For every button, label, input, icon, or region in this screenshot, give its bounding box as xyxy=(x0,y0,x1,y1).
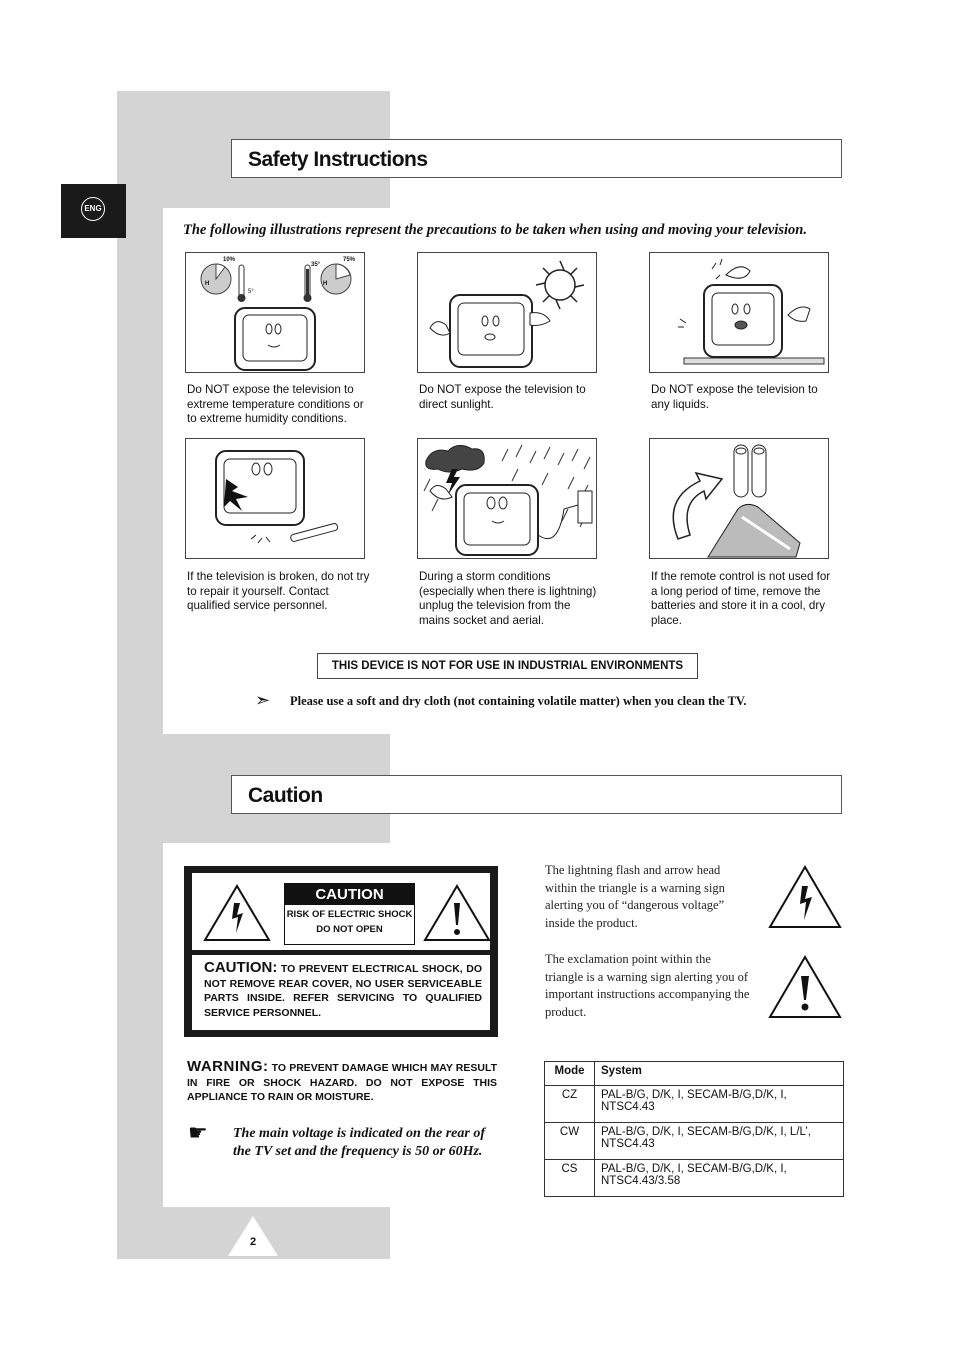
humidity-low-label: 10% xyxy=(223,257,236,263)
system-cell: PAL-B/G, D/K, I, SECAM-B/G,D/K, I, NTSC4.43 xyxy=(595,1086,844,1123)
caution-label xyxy=(184,866,498,1037)
temperature-humidity-tv-icon xyxy=(185,252,365,373)
system-cell: PAL-B/G, D/K, I, SECAM-B/G,D/K, I, L/L’, NTSC4.43 xyxy=(595,1123,844,1160)
lightning-explanation: The lightning flash and arrow head within the triangle is a warning sign alerting you of “dangerous voltage” inside the product. xyxy=(545,863,725,930)
safety-caption-2: Do NOT expose the television to direct sunlight. xyxy=(419,383,586,411)
remote-batteries-icon xyxy=(649,438,829,559)
caution-label-title xyxy=(284,883,415,945)
caution-label-header: CAUTION xyxy=(285,884,414,905)
liquid-tv-icon xyxy=(649,252,829,373)
sunlight-tv-icon xyxy=(417,252,597,373)
caution-title: Caution xyxy=(248,784,323,807)
caution-label-bottom xyxy=(192,955,490,1030)
arrow-icon: ➣ xyxy=(255,690,271,710)
table-header-row xyxy=(545,1062,844,1086)
caution-text: TO PREVENT ELECTRICAL SHOCK, DO NOT REMOVE REAR COVER, NO USER SERVICEABLE PARTS INSIDE. REFER SERVICING TO QUALIFIED SERVICE PERSONNEL. xyxy=(204,963,482,1019)
language-tab-label: ENG xyxy=(81,197,105,221)
industrial-notice: THIS DEVICE IS NOT FOR USE IN INDUSTRIAL ENVIRONMENTS xyxy=(317,653,698,679)
exclamation-warning-icon xyxy=(767,954,843,1020)
safety-caption-3: Do NOT expose the television to any liquids. xyxy=(651,383,818,411)
exclamation-triangle-icon xyxy=(422,883,492,943)
system-header: System xyxy=(595,1062,844,1086)
humidity-high-label: 75% xyxy=(343,257,356,263)
language-tab xyxy=(61,184,126,238)
safety-caption-1: Do NOT expose the television to extreme temperature conditions or to extreme humidity conditions. xyxy=(187,383,364,425)
storm-tv-icon xyxy=(417,438,597,559)
mode-cell: CW xyxy=(545,1123,595,1160)
mode-header: Mode xyxy=(545,1062,595,1086)
exclamation-explanation: The exclamation point within the triangle is a warning sign alerting you of important instructions accompanying the product. xyxy=(545,952,750,1019)
page-number: 2 xyxy=(249,1236,257,1248)
safety-caption-4: If the television is broken, do not try to repair it yourself. Contact qualified service personnel. xyxy=(187,570,370,612)
warning-text: TO PREVENT DAMAGE WHICH MAY RESULT IN FIRE OR SHOCK HAZARD. DO NOT EXPOSE THIS APPLIANCE TO RAIN OR MOISTURE. xyxy=(187,1062,498,1103)
mode-system-table xyxy=(544,1061,844,1197)
warning-statement xyxy=(187,1060,497,1105)
main-voltage-note: The main voltage is indicated on the rear of the TV set and the frequency is 50 or 60Hz. xyxy=(233,1126,485,1159)
caution-label-line1: RISK OF ELECTRIC SHOCK xyxy=(286,909,413,920)
safety-intro: The following illustrations represent the precautions to be taken when using and moving your television. xyxy=(183,222,807,238)
safety-title-box xyxy=(231,139,842,178)
humidity-label-left: H xyxy=(205,281,210,287)
lightning-triangle-icon xyxy=(202,883,272,943)
cleaning-note: Please use a soft and dry cloth (not containing volatile matter) when you clean the TV. xyxy=(290,694,747,708)
humidity-label-right: H xyxy=(323,281,328,287)
caution-label-text xyxy=(285,907,414,937)
warning-word: WARNING: xyxy=(187,1058,269,1075)
table-row xyxy=(545,1123,844,1160)
mode-cell: CS xyxy=(545,1160,595,1197)
table-row xyxy=(545,1086,844,1123)
caution-title-box xyxy=(231,775,842,814)
mode-cell: CZ xyxy=(545,1086,595,1123)
caution-label-line2: DO NOT OPEN xyxy=(316,924,383,935)
system-cell: PAL-B/G, D/K, I, SECAM-B/G,D/K, I, NTSC4.43/3.58 xyxy=(595,1160,844,1197)
caution-word: CAUTION: xyxy=(204,959,278,976)
safety-caption-6: If the remote control is not used for a long period of time, remove the batteries and store it in a cool, dry place. xyxy=(651,570,831,627)
temp-low-label: 5° xyxy=(248,289,254,295)
safety-caption-5: During a storm conditions (especially when there is lightning) unplug the television from the mains socket and aerial. xyxy=(419,570,597,627)
caution-label-top xyxy=(192,873,490,950)
safety-title: Safety Instructions xyxy=(248,148,428,171)
pointing-hand-icon: ☛ xyxy=(188,1120,208,1145)
broken-tv-icon xyxy=(185,438,365,559)
caution-statement xyxy=(204,961,482,1020)
lightning-warning-icon xyxy=(767,864,843,930)
table-row xyxy=(545,1160,844,1197)
temp-high-label: 35° xyxy=(311,262,321,268)
